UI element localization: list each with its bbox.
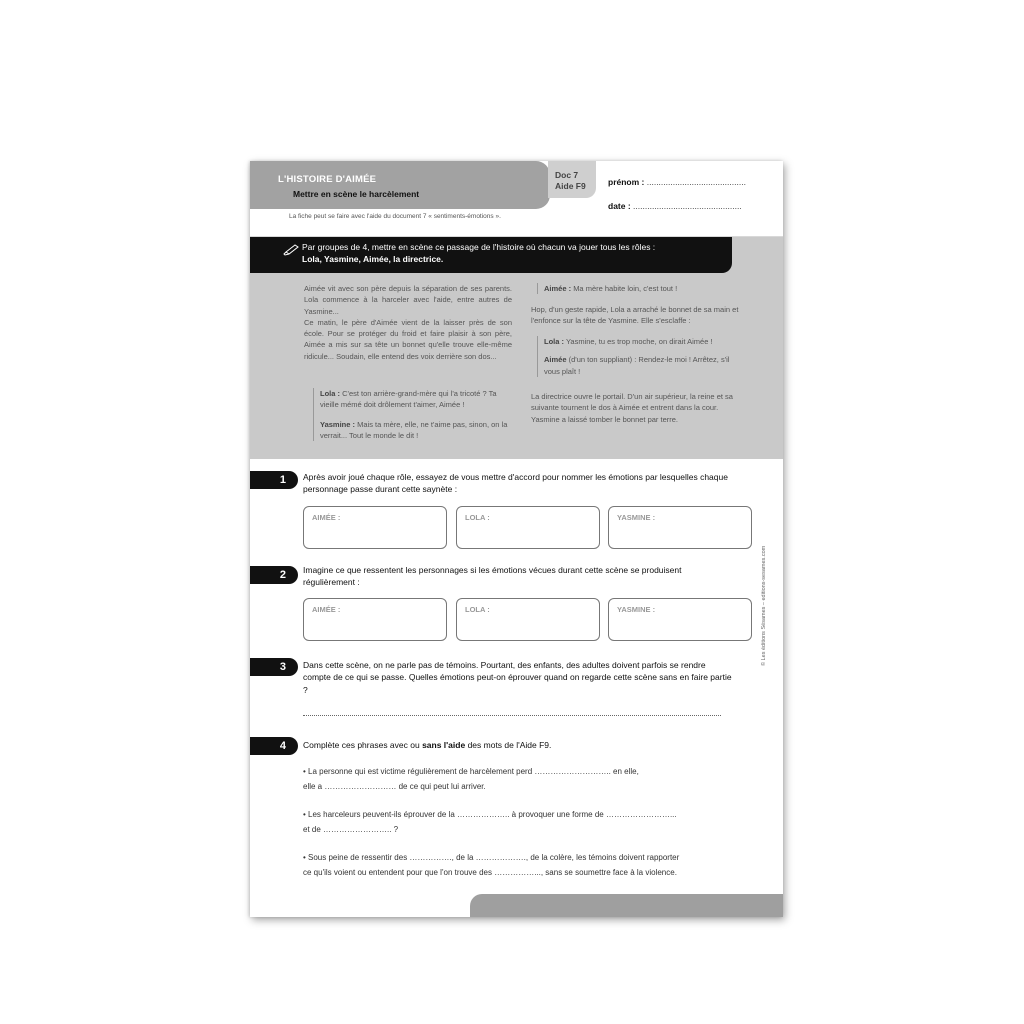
- aide-label: Aide F9: [555, 181, 586, 191]
- story-paragraph-1: Aimée vit avec son père depuis la séparation de ses parents. Lola commence à la harceler avec l'aide, entre autres de Yasmine...: [304, 284, 512, 316]
- story-left-column: [304, 283, 512, 362]
- answer-box-aimee-1[interactable]: AIMÉE :: [303, 506, 447, 549]
- exercise-2-question: Imagine ce que ressentent les personnages si les émotions vécues durant cette scène se produisent régulièrement :: [303, 565, 682, 588]
- exercise-number-1: 1: [250, 471, 298, 489]
- story-right-paragraph-2: [531, 391, 743, 425]
- exercise-number-2: 2: [250, 566, 298, 584]
- speaker-yasmine: Yasmine :: [320, 419, 356, 429]
- sentence-3: [303, 851, 679, 880]
- sentence-3-line-1: • Sous peine de ressentir des ……………., de la ………………., de la colère, les témoins doivent rapporter: [303, 853, 680, 862]
- answer-box-aimee-2[interactable]: AIMÉE :: [303, 598, 447, 641]
- prenom-field[interactable]: [608, 177, 746, 187]
- copyright-text: © Les éditions Sésames – editions-sesames.com: [761, 545, 767, 666]
- date-dots: ..............................................: [633, 201, 742, 211]
- pencil-icon: [283, 244, 299, 256]
- sentence-1-line-2: elle a ……………………… de ce qui peut lui arriver.: [303, 781, 486, 791]
- exercise-number-3: 3: [250, 658, 298, 676]
- doc-label: Doc 7: [555, 170, 579, 180]
- instruction-roles: Lola, Yasmine, Aimée, la directrice.: [302, 254, 444, 264]
- answer-box-lola-1[interactable]: LOLA :: [456, 506, 600, 549]
- sentence-2-line-2: et de …………………….. ?: [303, 824, 399, 834]
- dialogue-right: [537, 336, 741, 377]
- instruction-banner: [250, 237, 732, 273]
- exercise-number-4: 4: [250, 737, 298, 755]
- story-paragraph-2: Ce matin, le père d'Aimée vient de la laisser près de son école. Pour se protéger du froid et faire plaisir à son père, Aimée a mis sur sa tête un bonnet qu'elle trouve elle-même ridicule... Soudain, elle entend des voix derrière son dos...: [304, 317, 512, 361]
- story-paragraph-3: Hop, d'un geste rapide, Lola a arraché le bonnet de sa main et l'enfonce sur la tête de Yasmine. Elle s'esclaffe :: [531, 305, 739, 326]
- dialogue-text: Yasmine, tu es trop moche, on dirait Aimée !: [565, 337, 713, 346]
- page-subtitle: Mettre en scène le harcèlement: [293, 189, 420, 199]
- date-field[interactable]: [608, 201, 742, 211]
- q4-text-pre: Complète ces phrases avec ou: [303, 740, 423, 750]
- date-label: date :: [608, 201, 631, 211]
- story-right-paragraph: [531, 304, 741, 327]
- answer-line-3[interactable]: [303, 715, 721, 716]
- dialogue-text: C'est ton arrière-grand-mère qui l'a tricoté ? Ta vieille mémé doit drôlement t'aimer, Aimée !: [320, 389, 497, 410]
- prenom-dots: ..........................................: [646, 177, 746, 187]
- dialogue-aimee-1: [537, 283, 745, 294]
- exercise-1-question: Après avoir joué chaque rôle, essayez de vous mettre d'accord pour nommer les émotions par lesquelles chaque personnage passe durant cette saynète :: [303, 472, 728, 495]
- speaker-aimee: Aimée: [544, 355, 567, 365]
- header-note: La fiche peut se faire avec l'aide du document 7 « sentiments-émotions ».: [289, 213, 501, 220]
- answer-box-yasmine-1[interactable]: YASMINE :: [608, 506, 752, 549]
- q4-text-post: des mots de l'Aide F9.: [465, 740, 552, 750]
- exercise-3-question: Dans cette scène, on ne parle pas de témoins. Pourtant, des enfants, des adultes doivent parfois se rendre compte de ce qui se passe. Quelles émotions peut-on éprouver quand on regarde cette scène sans en faire partie ?: [303, 660, 732, 695]
- fiche-label: FICHE 9: [727, 169, 766, 180]
- dialogue-lola-1: [313, 388, 513, 441]
- header-bar: [250, 161, 550, 209]
- speaker-aimee: Aimée :: [544, 284, 572, 293]
- dialogue-text: Ma mère habite loin, c'est tout !: [573, 284, 678, 293]
- speaker-lola: Lola :: [320, 389, 340, 398]
- footer-bar: [470, 894, 783, 917]
- prenom-label: prénom :: [608, 177, 645, 187]
- page-title: L'HISTOIRE D'AIMÉE: [278, 174, 377, 185]
- sentence-1: [303, 765, 639, 794]
- story-paragraph-4: La directrice ouvre le portail. D'un air supérieur, la reine et sa suivante tournent le dos à Aimée et entrent dans la cour. Yasmine a laissé tomber le bonnet par terre.: [531, 392, 733, 424]
- q4-text-bold: sans l'aide: [422, 740, 466, 750]
- doc-tab: [548, 161, 596, 198]
- instruction-text: Par groupes de 4, mettre en scène ce passage de l'histoire où chacun va jouer tous les rôles :: [302, 242, 656, 252]
- answer-box-yasmine-2[interactable]: YASMINE :: [608, 598, 752, 641]
- answer-box-lola-2[interactable]: LOLA :: [456, 598, 600, 641]
- sentence-1-line-1: • La personne qui est victime régulièrement de harcèlement perd ……………………….. en elle,: [303, 767, 639, 776]
- sentence-2: [303, 808, 677, 837]
- dialogue-text: (d'un ton suppliant) : Rendez-le moi ! Arrêtez, s'il vous plaît !: [544, 355, 730, 376]
- speaker-lola: Lola :: [544, 337, 564, 346]
- sentence-2-line-1: • Les harceleurs peuvent-ils éprouver de la ……………….. à provoquer une forme de ……………………...: [303, 810, 677, 819]
- dialogue-text: Mais ta mère, elle, ne t'aime pas, sinon, on la verrait... Tout le monde le dit !: [320, 419, 508, 440]
- exercise-4-question: [303, 739, 733, 751]
- sentence-3-line-2: ce qu'ils voient ou entendent pour que l'on trouve des ……………..., sans se soumettre face à la violence.: [303, 867, 677, 877]
- worksheet-page: [250, 161, 783, 917]
